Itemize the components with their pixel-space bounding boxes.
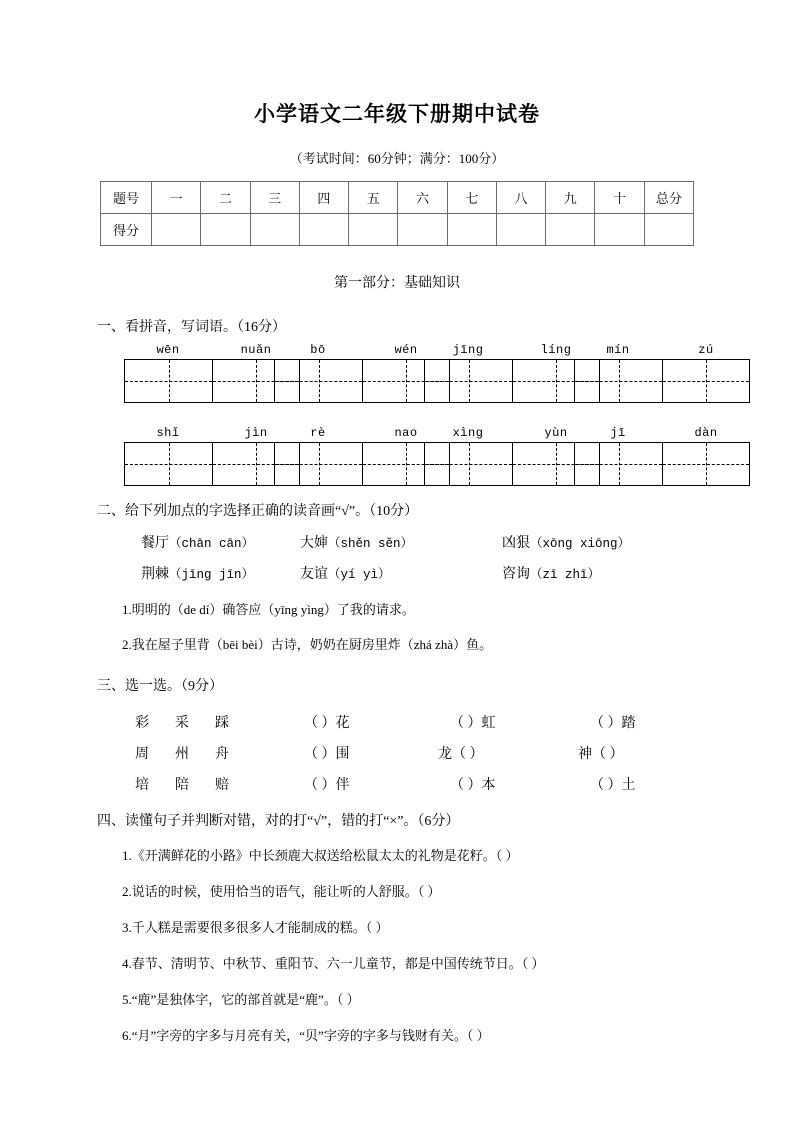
pronunciation-sentence[interactable]: 2.我在屋子里背（bēi bèi）古诗，奶奶在厨房里炸（zhá zhà）鱼。 bbox=[122, 637, 493, 652]
choice-blank[interactable]: （ ）本 bbox=[450, 778, 496, 793]
pinyin-syllable: zú bbox=[698, 343, 714, 357]
row-label-score: 得分 bbox=[101, 214, 152, 246]
score-col-header-1: 一 bbox=[152, 182, 201, 214]
pinyin-label-row bbox=[574, 341, 750, 359]
pinyin-syllable: wēn bbox=[156, 343, 180, 357]
truefalse-item[interactable]: 5.“鹿”是独体字，它的部首就是“鹿”。（ ） bbox=[122, 992, 360, 1007]
choice-char: 赔 bbox=[215, 778, 229, 793]
pinyin-group-4 bbox=[574, 341, 750, 403]
truefalse-item[interactable]: 3.千人糕是需要很多很多人才能制成的糕。（ ） bbox=[122, 920, 389, 935]
choice-char: 州 bbox=[175, 747, 189, 762]
pronunciation-options[interactable]: （shěn sěn） bbox=[328, 537, 414, 551]
pinyin-syllable: bō bbox=[310, 343, 326, 357]
score-col-header-8: 八 bbox=[496, 182, 545, 214]
score-cell-total[interactable] bbox=[644, 214, 693, 246]
pronunciation-options[interactable]: （zī zhī） bbox=[530, 568, 601, 582]
pinyin-syllable: jìn bbox=[244, 426, 268, 440]
score-cell-6[interactable] bbox=[398, 214, 447, 246]
exam-info-subtitle: （考试时间：60分钟；满分：100分） bbox=[289, 151, 505, 166]
pinyin-syllable: yùn bbox=[544, 426, 568, 440]
pinyin-syllable: jī bbox=[610, 426, 626, 440]
choice-blank[interactable]: （ ）虹 bbox=[450, 716, 496, 731]
grid-cell[interactable] bbox=[575, 360, 662, 402]
section-two-heading: 二、给下列加点的字选择正确的读音画“√”。（10分） bbox=[97, 504, 419, 519]
pinyin-syllable: dàn bbox=[694, 426, 718, 440]
grid-cell[interactable] bbox=[425, 443, 512, 485]
score-col-header-4: 四 bbox=[299, 182, 348, 214]
choice-blank[interactable]: （ ）伴 bbox=[304, 778, 350, 793]
score-col-header-9: 九 bbox=[546, 182, 595, 214]
pinyin-syllable: xìng bbox=[452, 426, 484, 440]
truefalse-item[interactable]: 1.《开满鲜花的小路》中长颈鹿大叔送给松鼠太太的礼物是花籽。（ ） bbox=[122, 848, 519, 863]
score-cell-5[interactable] bbox=[349, 214, 398, 246]
pronunciation-item[interactable] bbox=[300, 563, 391, 583]
score-cell-9[interactable] bbox=[546, 214, 595, 246]
section-one-heading: 一、看拼音，写词语。（16分） bbox=[97, 320, 286, 335]
section-three-heading: 三、选一选。（9分） bbox=[97, 679, 223, 694]
pinyin-syllable: rè bbox=[310, 426, 326, 440]
pronunciation-word: 咨询 bbox=[502, 567, 530, 582]
score-col-header-7: 七 bbox=[447, 182, 496, 214]
pronunciation-item[interactable] bbox=[141, 532, 254, 552]
score-cell-2[interactable] bbox=[201, 214, 250, 246]
writing-grid-box[interactable] bbox=[574, 442, 750, 486]
pinyin-syllable: nao bbox=[394, 426, 418, 440]
pinyin-syllable: nuǎn bbox=[240, 343, 272, 357]
pronunciation-sentence[interactable]: 1.明明的（de dí）确答应（yīng yìng）了我的请求。 bbox=[122, 602, 415, 617]
choice-char: 培 bbox=[135, 778, 149, 793]
pronunciation-word: 友谊 bbox=[300, 567, 328, 582]
writing-grid-box[interactable] bbox=[574, 359, 750, 403]
pronunciation-options[interactable]: （xōng xiōng） bbox=[530, 537, 631, 551]
pronunciation-word: 餐厅 bbox=[141, 536, 169, 551]
choice-char: 周 bbox=[135, 747, 149, 762]
row-label-question-number: 题号 bbox=[101, 182, 152, 214]
score-col-header-2: 二 bbox=[201, 182, 250, 214]
score-col-header-3: 三 bbox=[250, 182, 299, 214]
choice-blank[interactable]: （ ）花 bbox=[304, 716, 350, 731]
pinyin-group-8 bbox=[574, 424, 750, 486]
score-cell-3[interactable] bbox=[250, 214, 299, 246]
score-col-header-total: 总分 bbox=[644, 182, 693, 214]
choice-blank[interactable]: 龙（ ） bbox=[438, 747, 484, 762]
truefalse-item[interactable]: 2.说话的时候，使用恰当的语气，能让听的人舒服。（ ） bbox=[122, 884, 441, 899]
score-cell-7[interactable] bbox=[447, 214, 496, 246]
pinyin-syllable: jīng bbox=[452, 343, 484, 357]
score-col-header-5: 五 bbox=[349, 182, 398, 214]
choice-char: 舟 bbox=[215, 747, 229, 762]
part-one-heading: 第一部分：基础知识 bbox=[334, 276, 460, 291]
pinyin-label-row bbox=[574, 424, 750, 442]
pinyin-syllable: shǐ bbox=[156, 426, 180, 440]
pinyin-syllable: líng bbox=[540, 343, 572, 357]
grid-cell[interactable] bbox=[575, 443, 662, 485]
grid-cell[interactable] bbox=[125, 360, 212, 402]
score-cell-10[interactable] bbox=[595, 214, 644, 246]
grid-cell[interactable] bbox=[125, 443, 212, 485]
choice-char: 踩 bbox=[215, 716, 229, 731]
pronunciation-word: 凶狠 bbox=[502, 536, 530, 551]
pinyin-syllable: wén bbox=[394, 343, 418, 357]
pronunciation-word: 大婶 bbox=[300, 536, 328, 551]
table-row-scores bbox=[101, 214, 694, 246]
choice-blank[interactable]: 神（ ） bbox=[578, 747, 624, 762]
choice-char: 采 bbox=[175, 716, 189, 731]
pronunciation-options[interactable]: （chān cān） bbox=[169, 537, 255, 551]
score-cell-8[interactable] bbox=[496, 214, 545, 246]
pinyin-syllable: mín bbox=[606, 343, 630, 357]
page-title: 小学语文二年级下册期中试卷 bbox=[254, 103, 540, 126]
grid-cell[interactable] bbox=[662, 360, 749, 402]
score-cell-1[interactable] bbox=[152, 214, 201, 246]
truefalse-item[interactable]: 4.春节、清明节、中秋节、重阳节、六一儿童节，都是中国传统节日。（ ） bbox=[122, 956, 545, 971]
choice-blank[interactable]: （ ）踏 bbox=[590, 716, 636, 731]
grid-cell[interactable] bbox=[275, 443, 362, 485]
pronunciation-item[interactable] bbox=[502, 563, 600, 583]
pronunciation-options[interactable]: （jīng jīn） bbox=[169, 568, 255, 582]
score-cell-4[interactable] bbox=[299, 214, 348, 246]
truefalse-item[interactable]: 6.“月”字旁的字多与月亮有关，“贝”字旁的字多与钱财有关。（ ） bbox=[122, 1028, 490, 1043]
score-table bbox=[100, 181, 694, 246]
grid-cell[interactable] bbox=[425, 360, 512, 402]
pronunciation-options[interactable]: （yí yì） bbox=[328, 568, 391, 582]
choice-blank[interactable]: （ ）围 bbox=[304, 747, 350, 762]
table-row-question-numbers bbox=[101, 182, 694, 214]
pronunciation-item[interactable] bbox=[300, 532, 413, 552]
choice-blank[interactable]: （ ）土 bbox=[590, 778, 636, 793]
choice-char: 陪 bbox=[175, 778, 189, 793]
section-four-heading: 四、读懂句子并判断对错，对的打“√”，错的打“×”。（6分） bbox=[97, 814, 460, 829]
pronunciation-item[interactable] bbox=[502, 532, 630, 552]
grid-cell[interactable] bbox=[275, 360, 362, 402]
pronunciation-item[interactable] bbox=[141, 563, 254, 583]
choice-char: 彩 bbox=[135, 716, 149, 731]
score-col-header-6: 六 bbox=[398, 182, 447, 214]
score-col-header-10: 十 bbox=[595, 182, 644, 214]
pronunciation-word: 荆棘 bbox=[141, 567, 169, 582]
grid-cell[interactable] bbox=[662, 443, 749, 485]
